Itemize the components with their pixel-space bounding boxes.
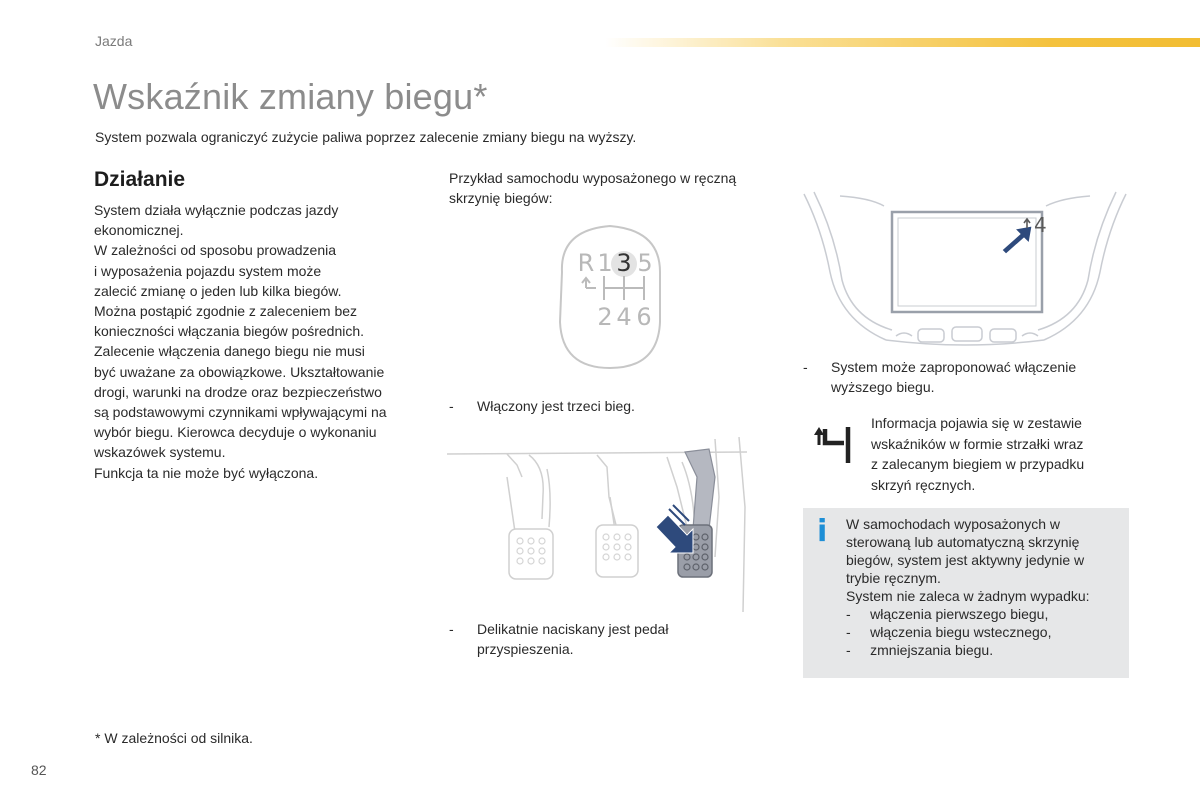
operation-line: i wyposażenia pojazdu system może — [94, 262, 322, 279]
footnote: * W zależności od silnika. — [95, 730, 253, 746]
operation-line: zalecić zmianę o jeden lub kilka biegów. — [94, 282, 342, 299]
gear-knob-illustration — [552, 222, 670, 372]
display-caption: - System może zaproponować włączenie wyższego biegu. — [803, 359, 1077, 395]
info-line: z zalecanym biegiem w przypadku — [871, 456, 1085, 472]
display-gear-digit: 4 — [1034, 213, 1047, 237]
operation-line: konieczności włączania biegów pośrednich. — [94, 323, 365, 340]
operation-line: Zalecenie włączenia danego biegu nie musi — [94, 343, 365, 360]
operation-text — [94, 200, 434, 483]
note-line: biegów, system jest aktywny jedynie w — [846, 552, 1085, 568]
note-line: sterowaną lub automatyczną skrzynię — [846, 534, 1080, 550]
info-line: Informacja pojawia się w zestawie — [871, 415, 1082, 431]
page-title: Wskaźnik zmiany biegu* — [93, 76, 488, 117]
operation-line: System działa wyłącznie podczas jazdy — [94, 202, 339, 218]
note-list-item: - włączenia pierwszego biegu, — [846, 606, 1049, 622]
info-icon: i — [817, 514, 828, 549]
note-list-item: - zmniejszania biegu. — [846, 642, 994, 658]
operation-line: wskazówek systemu. — [94, 444, 226, 461]
header-accent-bar — [605, 38, 1200, 47]
instrument-display-illustration — [800, 190, 1130, 350]
operation-line: Można postąpić zgodnie z zaleceniem bez — [94, 303, 358, 320]
gear-label: 4 — [616, 303, 632, 331]
operation-line: ekonomicznej. — [94, 222, 184, 239]
operation-line: są podstawowymi czynnikami wpływającymi na — [94, 404, 387, 421]
info-text — [871, 413, 1084, 495]
operation-line: drogi, warunki na drodze oraz bezpieczeństwo — [94, 383, 382, 400]
intro-text: System pozwala ograniczyć zużycie paliwa poprzez zalecenie zmiany biegu na wyższy. — [95, 129, 637, 145]
note-line: W samochodach wyposażonych w — [846, 516, 1060, 532]
display-screen — [892, 212, 1042, 312]
gear-label: 1 — [597, 249, 613, 277]
note-box — [803, 508, 1129, 678]
gear-label-selected: 3 — [616, 249, 632, 277]
note-text — [846, 515, 1090, 659]
gear-label: 6 — [636, 303, 652, 331]
operation-line: wybór biegu. Kierowca decyduje o wykonaniu — [94, 424, 377, 441]
operation-line: Funkcja ta nie może być wyłączona. — [94, 464, 319, 481]
accelerator-arm — [685, 449, 715, 529]
section-label: Jazda — [95, 33, 133, 49]
operation-line: być uważane za obowiązkowe. Ukształtowanie — [94, 363, 385, 380]
gear-indicator-icon — [812, 423, 858, 467]
example-line: Przykład samochodu wyposażonego w ręczną — [449, 170, 737, 186]
gear-label: R — [577, 249, 595, 277]
example-line: skrzynię biegów: — [449, 190, 553, 206]
third-gear-caption: - Włączony jest trzeci bieg. — [449, 398, 635, 414]
brake-pedal — [596, 525, 638, 577]
pedals-illustration — [447, 437, 777, 612]
note-line: trybie ręcznym. — [846, 570, 941, 586]
gear-label: 5 — [637, 249, 653, 277]
pedal-caption: - Delikatnie naciskany jest pedał przyspieszenia. — [449, 621, 669, 657]
page-number: 82 — [31, 762, 47, 778]
example-text — [449, 168, 736, 208]
gear-label: 2 — [597, 303, 613, 331]
operation-heading: Działanie — [94, 168, 186, 191]
note-list-item: - włączenia biegu wstecznego, — [846, 624, 1052, 640]
operation-line: W zależności od sposobu prowadzenia — [94, 242, 337, 259]
info-line: wskaźników w formie strzałki wraz — [871, 435, 1084, 452]
note-line: System nie zaleca w żadnym wypadku: — [846, 588, 1090, 604]
info-line: skrzyń ręcznych. — [871, 476, 976, 493]
